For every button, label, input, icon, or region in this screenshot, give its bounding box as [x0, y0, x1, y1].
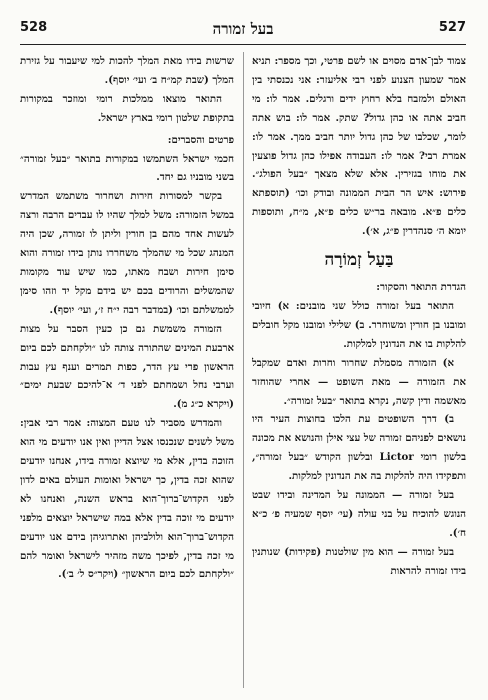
- page-number-left: 528: [20, 20, 48, 35]
- paragraph: בקשר למסורות חירות ושחרור משתמש המדרש במשל הזמורה: משל למלך שהיו לו עבדים הרבה ורצה לעשות אחד מהם בן חורין וליתן לו זמורה, שכן היה המנהג שכל מי שהמלך משחררו נותן בידו זמורה והוא סימן חירות ושבח מאתו, כמו שיש עוד מקומות שהמשלים והרודים בכם יש בידם מקל יד וזהו סימן לממשלתם וכו׳ (במדבר רבה י״ח ז׳, ועי׳ יוסף).: [20, 190, 234, 316]
- paragraph: צמוד לבן־אדם מסוים או לשם פרטי, וכך מספר: תניא אמר שמעון הצנוע לפני רבי אליעזר: אני נכנסתי בין האולם ולמזבח בלא רחוץ ידים ורגלים. אמר לו: מי חביב אתה או כהן גדול? שתק. אמר לו: בוש אתה לומר, שכלבו של כהן גדול יותר חביב ממך. אמר לו: אמרת רבי? אמר לו: העבודה אפילו כהן גדול פוצעין את מוחו בגזירין. אלא שלא מצאך ״בעל הפולג״. פירוש: איש הר הבית הממונה ובודק וכו׳ (תוספתא כלים פ״א. מובאה בר״ש כלים פ״א, מ״ח, ותוספות יומא ה׳ סנהדרין פ״ג, א׳).: [252, 55, 466, 238]
- subheading: הגדרת התואר והסקור:: [376, 281, 466, 294]
- paragraph: בעל זמורה — הממונה על המדינה ובידו שבט הנוגש להוכיח על בני עולה (עי׳ יוסף שמעיה פ׳ כ״א ח׳).: [252, 489, 466, 539]
- paragraph: ב) דרך השופטים עת הלכו בחוצות העיר היו נושאים לפניהם זמורה של עצי אילן והנושא את מכונה בלשון רומי Lictor ובלשון הקודש ״בעל זמורה״, ותפקידו היה להלקות בה את הנדונין למלקות.: [252, 413, 466, 483]
- paragraph: שרשות בידו מאת המלך להכות למי שיעבור על גזירת המלך (שבת קמ״ח ב׳ ועי׳ יוסף).: [20, 55, 234, 86]
- paragraph: והמדרש מסביר לנו טעם המצוה: אמר רבי אבין: משל לשנים שנכנסו אצל הדיין ואין אנו יודעים מי הוא הזוכה בדין, אלא מי שיוצא זמורה בידו, אנחנו יודעים שהוא זכה בדין, כך ישראל ואומות העולם באים לדון לפני הקדוש־ברוך־הוא בראש השנה, ואנחנו לא יודעים מי זוכה בדין אלא במה שישראל יוצאים מלפני הקדוש־ברוך־הוא ולולביהן ואתרוגיהן בידם אנו יודעים מי זכה בדין, לפיכך משה מזהיר לישראל ואומר להם ״ולקחתם לכם ביום הראשון״ (ויקר״ס ל׳ ב׳).: [20, 417, 234, 581]
- section-title: בַּעַל זְמוֹרָה: [324, 250, 394, 271]
- left-column: [20, 52, 234, 688]
- column-divider: [243, 52, 244, 688]
- subheading: פרטים והסברים:: [167, 133, 234, 146]
- paragraph: בעל זמורה — הוא מין שולטנות (פקידות) שנותנין בידו זמורה להראות: [252, 545, 466, 577]
- running-title: בעל זמורה: [212, 20, 274, 38]
- page-number-right: 527: [438, 20, 466, 35]
- paragraph: א) הזמורה מסמלת שחרור וחרות ואדם שמקבל את הזמורה — מאת השופט — אחרי שהוחזר מאשמה ודין קשה, נקרא בתואר ״בעל זמורה״.: [252, 356, 466, 407]
- paragraph: הזמורה משמשת גם כן כעין הסבר על מצות ארבעת המינים שהתורה צותה לנו ״ולקחתם לכם ביום הראשון פרי עץ הדר, כפות תמרים וענף עץ עבות וערבי נחל ושמחתם לפני ד׳ א־להיכם שבעת ימים״ (ויקרא כ״ג מ).: [20, 322, 234, 411]
- paragraph: חכמי ישראל השתמשו במקורות בתואר ״בעל זמורה״ בשני מובניו גם יחד.: [20, 152, 234, 184]
- paragraph: התואר בעל זמורה כולל שני מובנים: א) חיובי ומובנו בן חורין ומשוחרר. ב) שלילי ומובנו מקל חובלים להלקות בו את הנדונין למלקות.: [252, 299, 466, 350]
- paragraph: התואר מוצאו ממלכות רומי ומוזכר במקורות בתקופת שלטון רומי בארץ ישראל.: [20, 92, 234, 124]
- page-header: [20, 18, 466, 45]
- right-column: [252, 52, 466, 688]
